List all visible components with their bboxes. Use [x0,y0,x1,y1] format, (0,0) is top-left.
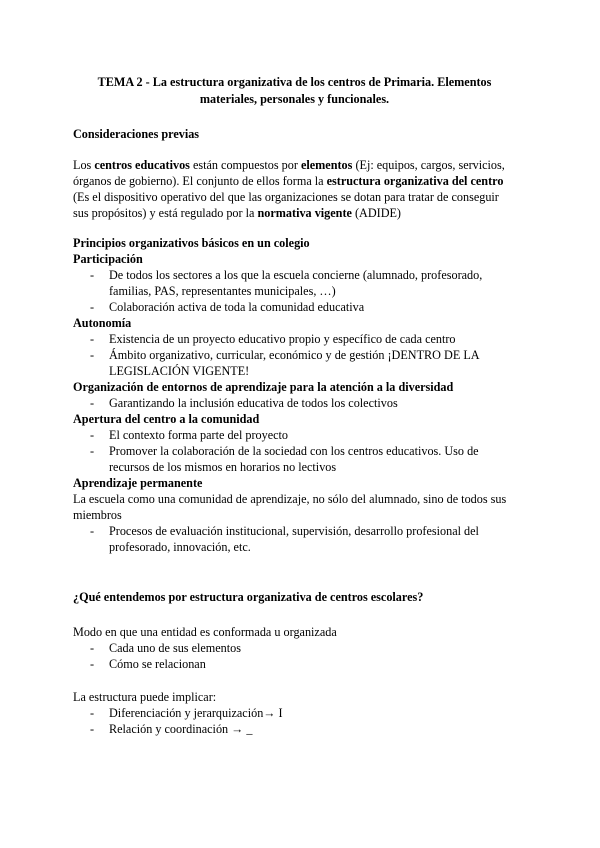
text-run: (Es el dispositivo operativo del que las organizaciones se dotan para tratar de conseguir sus propósitos) y está regulado por la [73,190,499,220]
paragraph-modo: Modo en que una entidad es conformada u organizada [73,625,337,639]
dash-marker: - [90,444,95,458]
list-item-text: Promover la colaboración de la sociedad con los centros educativos. Uso de recursos de los mismos en horarios no lectivos [109,444,479,474]
paragraph-consideraciones [73,157,516,221]
dash-marker: - [90,268,95,282]
list-item [73,443,516,475]
list-item-text: Procesos de evaluación institucional, supervisión, desarrollo profesional del profesorado, innovación, etc. [109,524,479,554]
list-item-text: Ámbito organizativo, curricular, económico y de gestión ¡DENTRO DE LA LEGISLACIÓN VIGENTE! [109,348,479,378]
paragraph-aprendizaje-permanente: La escuela como una comunidad de aprendizaje, no sólo del alumnado, sino de todos sus miembros [73,492,507,522]
list-diversidad [73,395,516,411]
subheading-aprendizaje-permanente: Aprendizaje permanente [73,476,203,490]
list-modo [73,640,516,672]
dash-marker: - [90,348,95,362]
subheading-autonomia: Autonomía [73,316,132,330]
list-implicar [73,705,516,737]
list-item [73,331,516,347]
list-item [73,640,516,656]
list-item-text: Cómo se relacionan [109,657,206,671]
dash-marker: - [90,428,95,442]
heading-estructura: ¿Qué entendemos por estructura organizativa de centros escolares? [73,590,424,604]
list-item [73,705,516,721]
list-item [73,427,516,443]
list-item [73,347,516,379]
text-run: (ADIDE) [351,206,401,220]
list-apertura [73,427,516,475]
dash-marker: - [90,657,95,671]
dash-marker: - [90,332,95,346]
dash-marker: - [90,524,95,538]
bold-estructura-organizativa: estructura organizativa del centro [326,174,504,188]
list-item-text: De todos los sectores a los que la escuela concierne (alumnado, profesorado, familias, PAS, representantes municipales, …) [109,268,483,298]
text-run: están compuestos por [189,158,301,172]
list-aprendizaje-permanente [73,523,516,555]
list-item-text: Colaboración activa de toda la comunidad educativa [109,300,365,314]
dash-marker: - [90,722,95,736]
list-item-text: Garantizando la inclusión educativa de todos los colectivos [109,396,398,410]
heading-principios: Principios organizativos básicos en un colegio [73,236,310,250]
list-item [73,267,516,299]
list-item-text: Relación y coordinación → _ [109,722,253,736]
list-participacion [73,267,516,315]
title-line-2: materiales, personales y funcionales. [199,91,390,106]
text-run: Los [73,158,95,172]
heading-consideraciones: Consideraciones previas [73,127,200,141]
list-item [73,299,516,315]
subheading-apertura: Apertura del centro a la comunidad [73,412,260,426]
text-run: (Ej: equipos, cargos, servicios, órganos de gobierno). El conjunto de ellos forma la [73,158,505,188]
list-item [73,656,516,672]
bold-centros-educativos: centros educativos [94,158,190,172]
document-title [73,74,516,107]
list-item-text: El contexto forma parte del proyecto [109,428,289,442]
list-autonomia [73,331,516,379]
subheading-diversidad: Organización de entornos de aprendizaje para la atención a la diversidad [73,380,454,394]
list-item [73,523,516,555]
list-item-text: Diferenciación y jerarquización→ I [109,706,283,720]
list-item-text: Existencia de un proyecto educativo propio y específico de cada centro [109,332,456,346]
dash-marker: - [90,300,95,314]
bold-normativa-vigente: normativa vigente [257,206,352,220]
dash-marker: - [90,396,95,410]
title-line-1: TEMA 2 - La estructura organizativa de los centros de Primaria. Elementos [97,75,492,89]
paragraph-implicar: La estructura puede implicar: [73,690,217,704]
bold-elementos: elementos [300,158,353,172]
list-item-text: Cada uno de sus elementos [109,641,242,655]
subheading-participacion: Participación [73,252,143,266]
list-item [73,395,516,411]
dash-marker: - [90,706,95,720]
dash-marker: - [90,641,95,655]
list-item [73,721,516,737]
